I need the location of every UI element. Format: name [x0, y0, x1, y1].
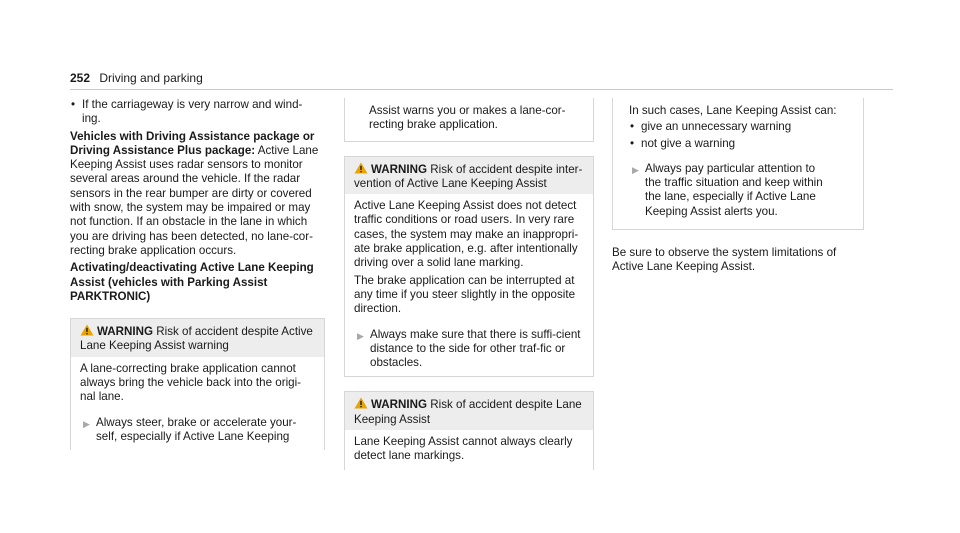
warning-box-continued — [344, 98, 594, 142]
list-item-text: If the carriageway is very narrow and wind-ing. — [82, 98, 303, 126]
action-text: Always make sure that there is suffi-cient distance to the side for other traf-fic or obstacles. — [370, 327, 581, 370]
warning-label: WARNING — [371, 398, 428, 412]
list-item-text: not give a warning — [641, 136, 736, 150]
bullet-icon: • — [630, 120, 635, 134]
warning-body — [345, 194, 593, 376]
section-title: Driving and parking — [99, 71, 203, 85]
warning-box-continued — [612, 98, 864, 230]
warning-triangle-icon — [354, 397, 368, 409]
list-item-text: give an unnecessary warning — [641, 120, 792, 134]
bullet-icon: • — [71, 98, 76, 111]
warning-label: WARNING — [97, 325, 154, 339]
warning-label: WARNING — [371, 162, 428, 176]
paragraph-lead: Vehicles with Driving Assistance package or Driving Assistance Plus package: — [70, 129, 315, 157]
warning-box — [70, 318, 325, 450]
warning-title: Risk of accident despite Active Lane Keeping Assist warning — [80, 325, 313, 353]
warning-title: Risk of accident despite Lane Keeping Assist — [354, 398, 582, 426]
bullet-icon: • — [630, 136, 635, 150]
continued-text: Assist warns you or makes a lane-cor-recting brake application. — [369, 104, 566, 132]
section-heading: Activating/deactivating Active Lane Keeping Assist (vehicles with Parking Assist PARKTRONIC) — [70, 261, 314, 303]
warning-title: Risk of accident despite inter-vention of Active Lane Keeping Assist — [354, 162, 583, 190]
action-text: Always pay particular attention to the traffic situation and keep within the lane, especially if Active Lane Keeping Assist alerts you. — [645, 161, 823, 218]
action-item — [354, 328, 584, 371]
warning-body — [345, 430, 593, 470]
action-item — [80, 416, 315, 445]
column-2 — [344, 98, 594, 470]
warning-header — [345, 157, 593, 195]
list-item — [70, 98, 314, 127]
action-text: Always steer, brake or accelerate your-self, especially if Active Lane Keeping — [96, 415, 297, 443]
column-3 — [612, 98, 864, 275]
action-item — [629, 162, 854, 219]
arrow-right-icon: ▶ — [632, 164, 639, 175]
warning-triangle-icon — [80, 324, 94, 336]
continued-text: In such cases, Lane Keeping Assist can: — [629, 104, 837, 117]
list-item — [629, 137, 854, 151]
list-item — [629, 120, 854, 134]
warning-triangle-icon — [354, 162, 368, 174]
page-number: 252 — [70, 71, 91, 85]
header-rule — [70, 89, 893, 90]
warning-header — [71, 319, 324, 357]
arrow-right-icon: ▶ — [357, 330, 364, 341]
paragraph-sensors — [70, 130, 325, 259]
arrow-right-icon: ▶ — [83, 418, 90, 429]
note-paragraph: Be sure to observe the system limitations of Active Lane Keeping Assist. — [612, 246, 837, 274]
warning-text: The brake application can be interrupted at any time if you steer slightly in the opposite direction. — [354, 273, 576, 316]
warning-text: Active Lane Keeping Assist does not detect traffic conditions or road users. In very rare cases, the system may make an inappropri-ate brake application, e.g. after intentionally driving over a solid lane marking. — [354, 199, 579, 270]
column-1 — [70, 98, 325, 450]
paragraph-text: Active Lane Keeping Assist uses radar sensors to monitor several areas around the vehicle. If the radar sensors in the rear bumper are dirty or covered with snow, the system may be impaired or may not function. If an obstacle in the lane in which you are driving has been detected, no lane-cor-recting brake application occurs. — [70, 143, 319, 257]
warning-body — [71, 357, 324, 450]
warning-text: A lane-correcting brake application cannot always bring the vehicle back into the origi-nal lane. — [80, 361, 302, 404]
warning-header — [345, 392, 593, 430]
warning-box — [344, 156, 594, 378]
warning-text: Lane Keeping Assist cannot always clearly detect lane markings. — [354, 435, 573, 463]
page-header — [70, 71, 203, 85]
warning-box — [344, 391, 594, 469]
